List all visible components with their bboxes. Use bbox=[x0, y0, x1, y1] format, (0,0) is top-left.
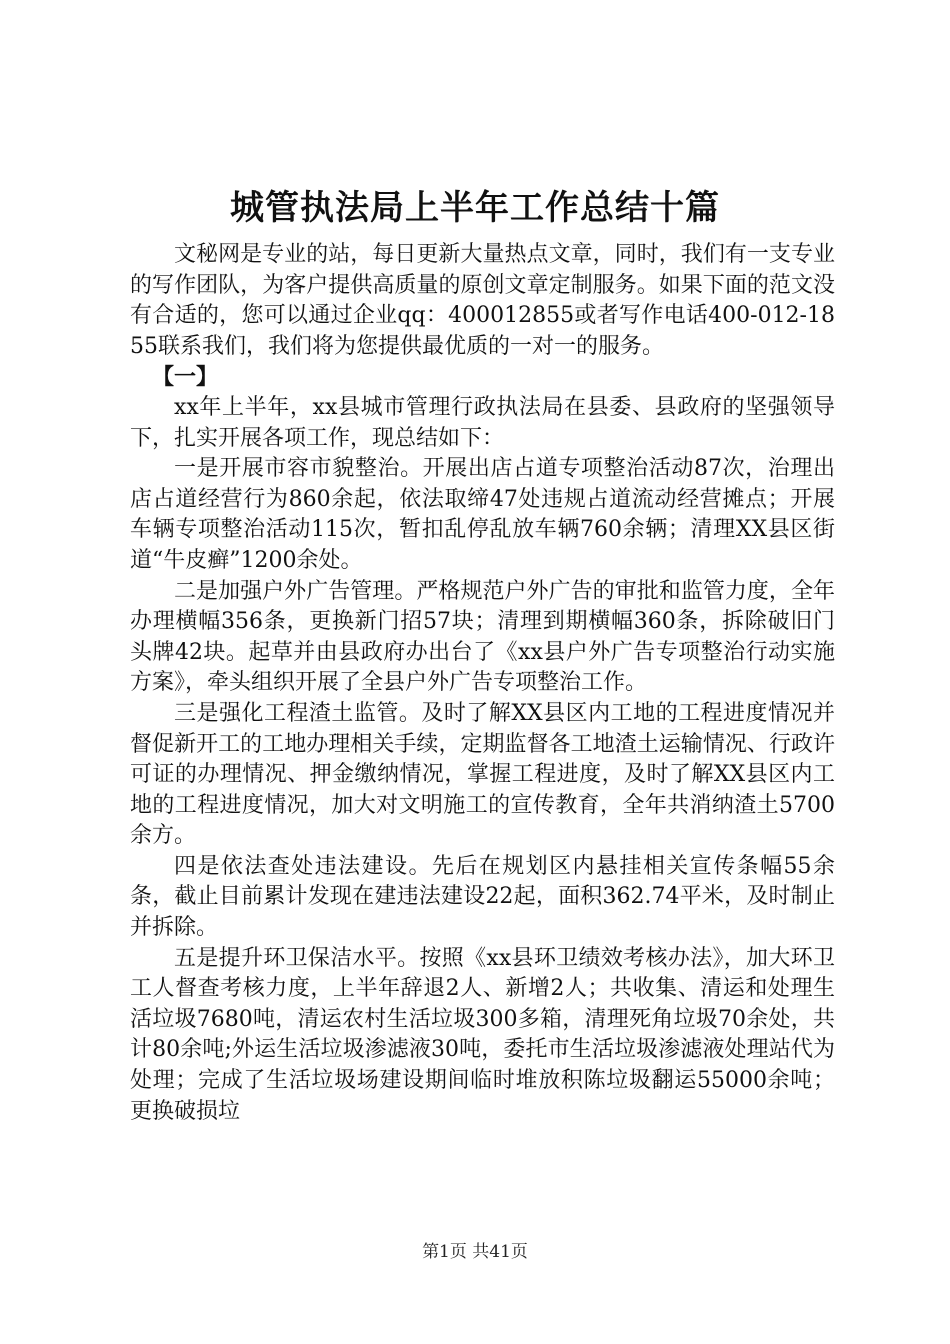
section-heading: 【一】 bbox=[152, 364, 219, 391]
item-paragraph-5: 五是提升环卫保洁水平。按照《xx县环卫绩效考核办法》，加大环卫工人督查考核力度，上半年辞退2人、新增2人；共收集、清运和处理生活垃圾7680吨，清运农村生活垃圾300多箱，清理死角垃圾70余处，共计80余吨;外运生活垃圾渗滤液30吨，委托市生活垃圾渗滤液处理站代为处理；完成了生活垃圾场建设期间临时堆放积陈垃圾翻运55000余吨；更换破损垃 bbox=[130, 945, 835, 1124]
item-paragraph-3: 三是强化工程渣土监管。及时了解XX县区内工地的工程进度情况并督促新开工的工地办理相关手续，定期监督各工地渣土运输情况、行政许可证的办理情况、押金缴纳情况，掌握工程进度，及时了解XX县区内工地的工程进度情况，加大对文明施工的宣传教育，全年共消纳渣土5700余方。 bbox=[130, 700, 835, 849]
item-paragraph-2: 二是加强户外广告管理。严格规范户外广告的审批和监管力度，全年办理横幅356条，更换新门招57块；清理到期横幅360条，拆除破旧门头牌42块。起草并由县政府办出台了《xx县户外广告专项整治行动实施方案》，牵头组织开展了全县户外广告专项整治工作。 bbox=[130, 578, 835, 696]
document-title: 城管执法局上半年工作总结十篇 bbox=[230, 188, 720, 228]
intro-paragraph: 文秘网是专业的站，每日更新大量热点文章，同时，我们有一支专业的写作团队，为客户提供高质量的原创文章定制服务。如果下面的范文没有合适的，您可以通过企业qq：400012855或者写作电话400-012-1855联系我们，我们将为您提供最优质的一对一的服务。 bbox=[130, 242, 835, 359]
item-paragraph-4: 四是依法查处违法建设。先后在规划区内悬挂相关宣传条幅55余条，截止目前累计发现在建违法建设22起，面积362.74平米，及时制止并拆除。 bbox=[130, 853, 835, 941]
summary-paragraph: xx年上半年，xx县城市管理行政执法局在县委、县政府的坚强领导下，扎实开展各项工作，现总结如下： bbox=[130, 394, 835, 451]
item-paragraph-1: 一是开展市容市貌整治。开展出店占道专项整治活动87次，治理出店占道经营行为860余起，依法取缔47处违规占道流动经营摊点；开展车辆专项整治活动115次，暂扣乱停乱放车辆760余辆；清理XX县区街道“牛皮癣”1200余处。 bbox=[130, 456, 835, 573]
page-footer bbox=[0, 1240, 950, 1264]
page-indicator: 第1页 共41页 bbox=[422, 1242, 528, 1262]
document-body bbox=[130, 240, 835, 1127]
